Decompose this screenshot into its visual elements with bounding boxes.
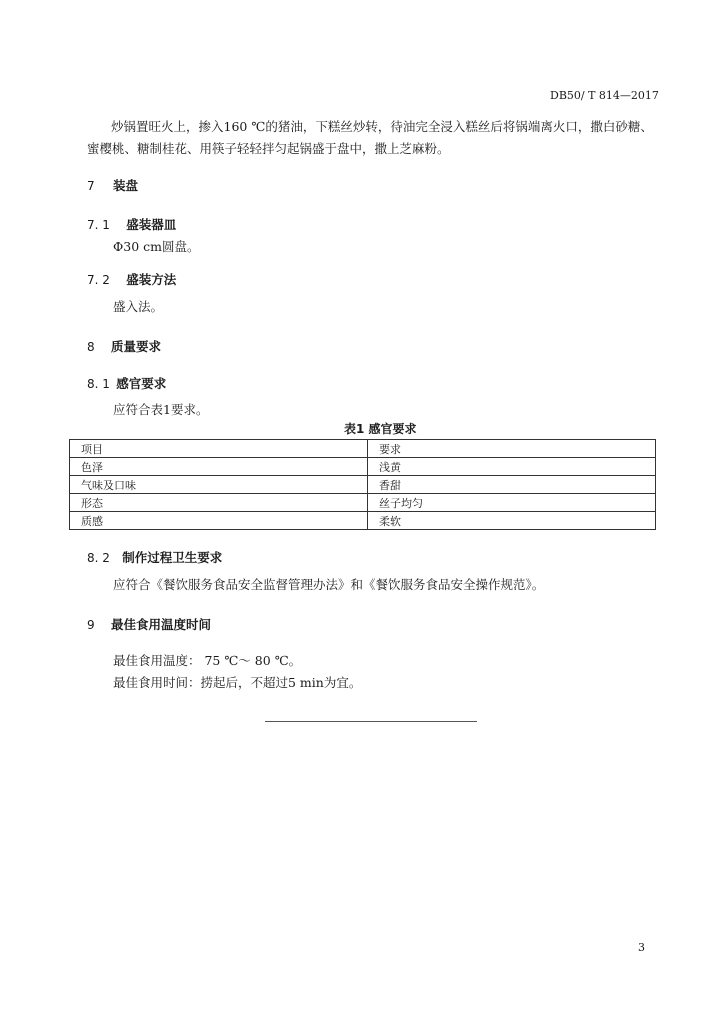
table-header-cell: 要求 — [368, 440, 656, 458]
end-of-document-line — [265, 721, 477, 722]
doc-code: DB50/ T 814—2017 — [550, 89, 659, 102]
section-8-title: 质量要求 — [111, 339, 162, 354]
table-row — [70, 512, 656, 530]
page-number: 3 — [638, 941, 645, 954]
table-cell-requirement: 丝子均匀 — [368, 494, 656, 512]
section-7-1-title: 盛装器皿 — [126, 217, 177, 232]
section-9-line-2: 最佳食用时间：捞起后，不超过5 min为宜。 — [113, 675, 362, 690]
table-cell-item: 质感 — [70, 512, 368, 530]
table-cell-item: 色泽 — [70, 458, 368, 476]
section-9-number: 9 — [87, 618, 95, 632]
section-7-title: 装盘 — [113, 178, 139, 193]
section-8-number: 8 — [87, 340, 95, 354]
section-8-heading — [87, 337, 161, 355]
section-8-2-title: 制作过程卫生要求 — [122, 550, 223, 565]
table-cell-requirement: 柔软 — [368, 512, 656, 530]
table-cell-item: 形态 — [70, 494, 368, 512]
intro-line-2: 蜜樱桃、糖制桂花、用筷子轻轻拌匀起锅盛于盘中，撒上芝麻粉。 — [87, 141, 450, 156]
table-cell-requirement: 浅黄 — [368, 458, 656, 476]
section-7-2-number: 7. 2 — [87, 273, 110, 287]
section-8-1-heading — [87, 374, 166, 392]
section-7-1-heading — [87, 215, 176, 233]
section-7-2-title: 盛装方法 — [126, 272, 177, 287]
section-9-line-1: 最佳食用温度： 75 ℃～ 80 ℃。 — [113, 653, 302, 668]
section-8-1-body: 应符合表1要求。 — [113, 402, 209, 417]
section-8-2-heading — [87, 548, 222, 566]
section-8-1-title: 感官要求 — [116, 376, 167, 391]
table-header-cell: 项目 — [70, 440, 368, 458]
section-8-1-number: 8. 1 — [87, 377, 110, 391]
section-7-2-heading — [87, 270, 176, 288]
table-cell-requirement: 香甜 — [368, 476, 656, 494]
table-header-row — [70, 440, 656, 458]
section-9-title: 最佳食用温度时间 — [111, 617, 212, 632]
table-cell-item: 气味及口味 — [70, 476, 368, 494]
section-7-heading — [87, 176, 138, 194]
table-row — [70, 476, 656, 494]
section-9-heading — [87, 615, 211, 633]
section-7-2-body: 盛入法。 — [113, 299, 164, 314]
section-7-number: 7 — [87, 179, 95, 193]
section-8-2-number: 8. 2 — [87, 551, 110, 565]
table-caption: 表1 感官要求 — [344, 422, 417, 436]
intro-line-1: 炒锅置旺火上，掺入160 ℃的猪油，下糕丝炒转，待油完全浸入糕丝后将锅端离火口，撒白砂糖、 — [111, 119, 653, 134]
section-7-1-body: Φ30 cm圆盘。 — [113, 239, 200, 254]
section-7-1-number: 7. 1 — [87, 218, 110, 232]
section-8-2-body: 应符合《餐饮服务食品安全监督管理办法》和《餐饮服务食品安全操作规范》。 — [113, 577, 545, 592]
table-row — [70, 494, 656, 512]
sensory-requirements-table — [69, 439, 656, 530]
table-row — [70, 458, 656, 476]
